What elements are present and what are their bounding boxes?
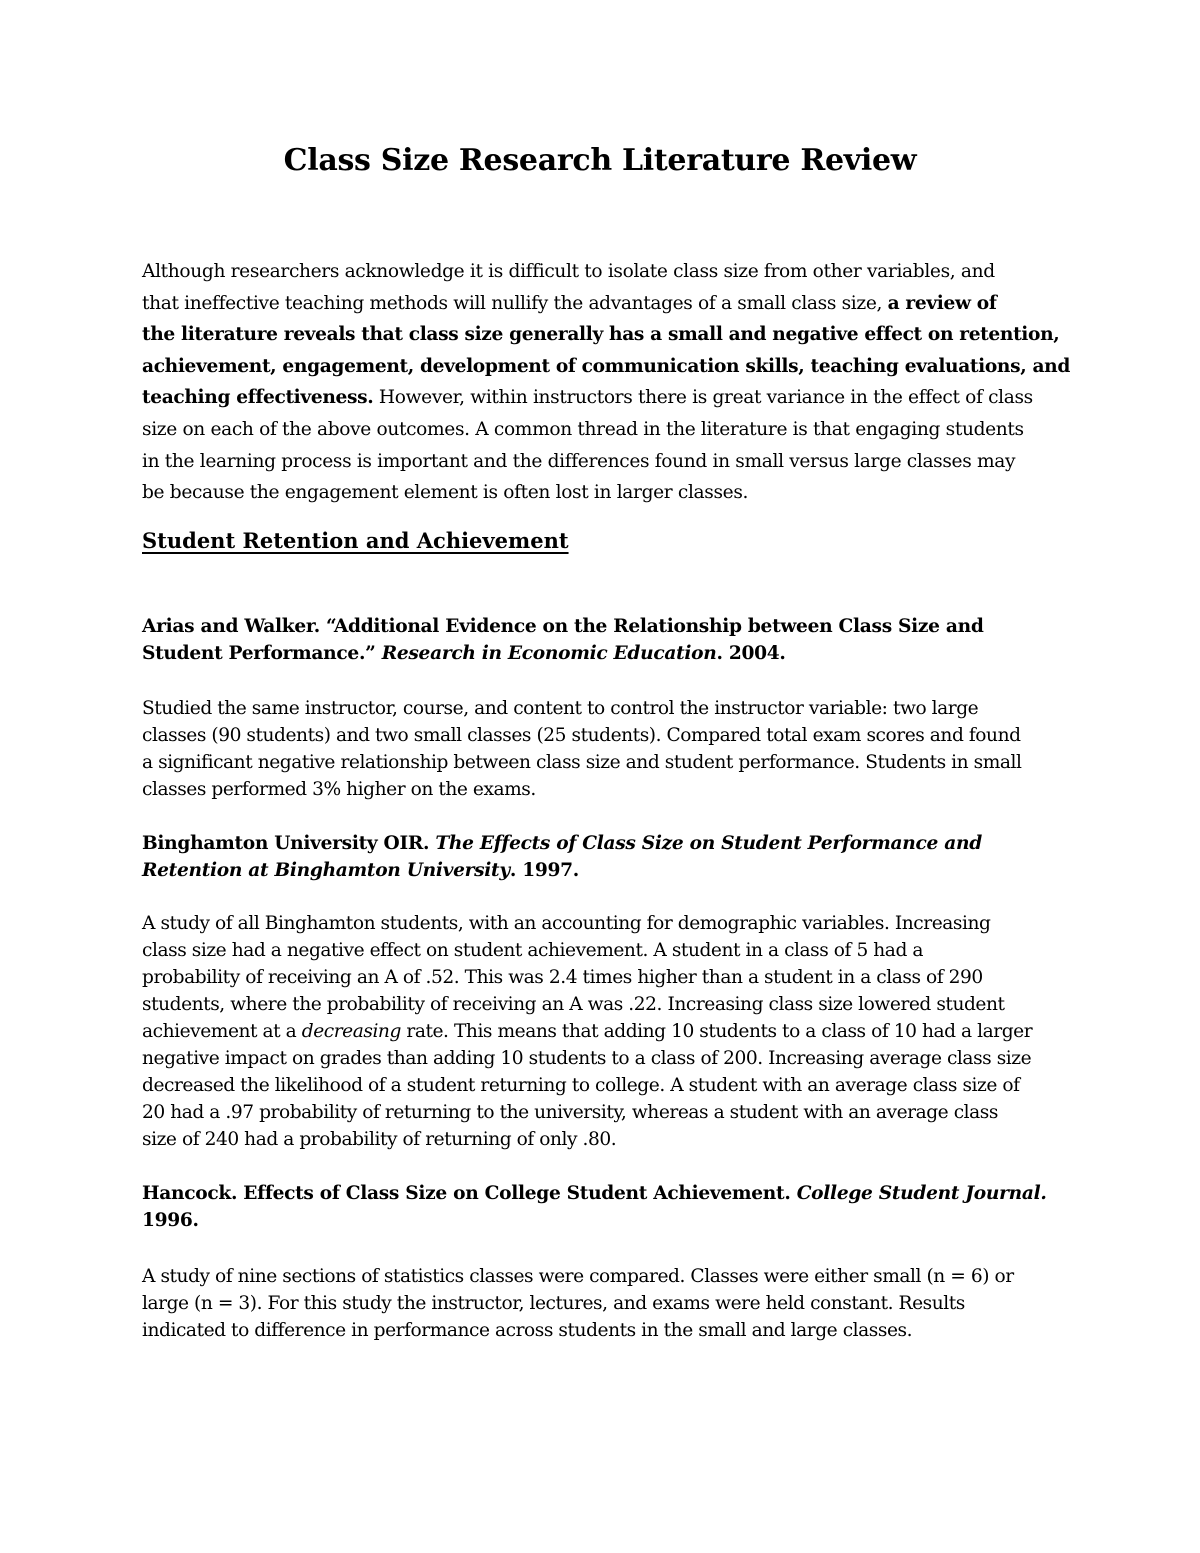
citation-line <box>142 640 1060 667</box>
document-title: Class Size Research Literature Review <box>283 143 917 178</box>
citation-text: Student Performance.” <box>142 643 376 664</box>
summary-line: size of 240 had a probability of returning of only .80. <box>142 1129 617 1150</box>
intro-line <box>142 288 1060 320</box>
intro-line: size on each of the above outcomes. A common thread in the literature is that engaging students <box>142 418 1024 440</box>
reference-citation <box>142 830 1060 884</box>
reference-summary <box>142 1263 1060 1344</box>
citation-line: 1996. <box>142 1210 199 1231</box>
summary-line: a significant negative relationship between class size and student performance. Students in small <box>142 752 1022 773</box>
intro-line: in the learning process is important and the differences found in small versus large classes may <box>142 450 1016 472</box>
report-title: The Effects of Class Size on Student Performance and <box>435 833 982 854</box>
summary-line: indicated to difference in performance across students in the small and large classes. <box>142 1320 913 1341</box>
summary-line: class size had a negative effect on student achievement. A student in a class of 5 had a <box>142 940 923 961</box>
citation-line <box>142 830 1060 857</box>
intro-emphasis: teaching effectiveness. <box>142 387 374 409</box>
reference-summary <box>142 910 1060 1153</box>
summary-line: A study of nine sections of statistics classes were compared. Classes were either small (n = 6) or <box>142 1266 1014 1287</box>
section-heading: Student Retention and Achievement <box>142 528 569 553</box>
journal-title: Research in Economic Education <box>381 643 717 664</box>
intro-line: Although researchers acknowledge it is difficult to isolate class size from other variables, and <box>142 261 995 282</box>
summary-line: students, where the probability of receiving an A was .22. Increasing class size lowered student <box>142 994 1005 1015</box>
citation-year: . 1997. <box>509 860 579 881</box>
reference-citation <box>142 613 1060 667</box>
report-title: Retention at Binghamton University <box>142 860 510 881</box>
summary-line: large (n = 3). For this study the instructor, lectures, and exams were held constant. Results <box>142 1293 965 1314</box>
intro-line <box>142 351 1070 383</box>
citation-year: . 2004. <box>716 643 786 664</box>
intro-line <box>142 319 1060 351</box>
summary-line: negative impact on grades than adding 10 students to a class of 200. Increasing average class size <box>142 1048 1032 1069</box>
emphasis-word: decreasing <box>301 1021 401 1042</box>
summary-line: A study of all Binghamton students, with an accounting for demographic variables. Increasing <box>142 913 991 934</box>
citation-line: Arias and Walker. “Additional Evidence on the Relationship between Class Size and <box>142 616 984 637</box>
citation-line <box>142 1180 1060 1207</box>
summary-text: rate. This means that adding 10 students to a class of 10 had a larger <box>406 1021 1033 1042</box>
summary-line: probability of receiving an A of .52. This was 2.4 times higher than a student in a class of 290 <box>142 967 983 988</box>
summary-line: 20 had a .97 probability of returning to the university, whereas a student with an average class <box>142 1102 998 1123</box>
intro-line <box>142 382 1060 414</box>
summary-line: decreased the likelihood of a student returning to college. A student with an average class size of <box>142 1075 1020 1096</box>
summary-text: achievement at a <box>142 1021 297 1042</box>
summary-line: classes performed 3% higher on the exams. <box>142 779 536 800</box>
intro-line: be because the engagement element is often lost in larger classes. <box>142 482 749 504</box>
intro-paragraph <box>142 256 1070 509</box>
citation-text: Binghamton University OIR. <box>142 833 430 854</box>
journal-title: College Student Journal. <box>796 1183 1047 1204</box>
intro-emphasis: achievement, engagement, development of communication skills, teaching evaluations, and <box>142 355 1070 377</box>
summary-line <box>142 1018 1060 1045</box>
reference-citation <box>142 1180 1060 1234</box>
intro-text: However, within instructors there is great variance in the effect of class <box>378 387 1033 409</box>
citation-text: Hancock. Effects of Class Size on College Student Achievement. <box>142 1183 791 1204</box>
intro-emphasis: the literature reveals that class size generally has a small and negative effect on retention, <box>142 324 1060 346</box>
reference-summary <box>142 695 1060 803</box>
intro-text: that ineffective teaching methods will nullify the advantages of a small class size, <box>142 292 883 314</box>
citation-line <box>142 857 1060 884</box>
summary-line: Studied the same instructor, course, and content to control the instructor variable: two large <box>142 698 979 719</box>
intro-emphasis: a review of <box>887 292 997 314</box>
summary-line: classes (90 students) and two small classes (25 students). Compared total exam scores and found <box>142 725 1021 746</box>
